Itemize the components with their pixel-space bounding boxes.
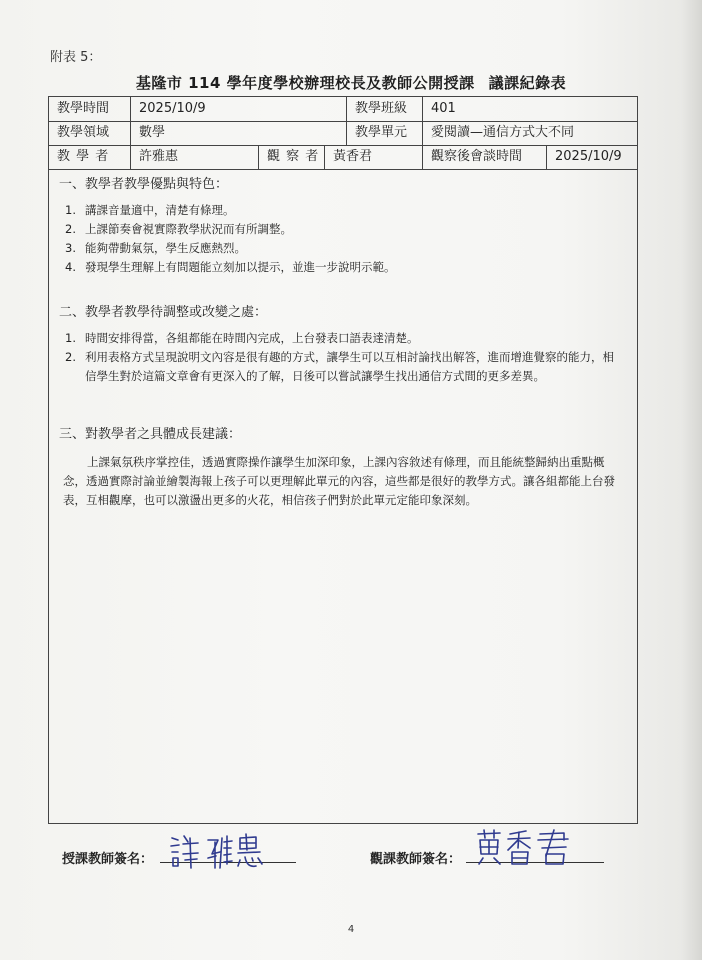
teacher-signature-label: 授課教師簽名：: [62, 852, 154, 867]
form-title: [0, 72, 702, 93]
value-teaching-class: 401: [431, 101, 456, 116]
section-strengths-heading: 一、教學者教學優點與特色：: [59, 177, 229, 192]
label-teaching-domain: 教學領域: [49, 121, 131, 145]
section-suggestions-paragraph: 上課氣氛秩序掌控佳，透過實際操作讓學生加深印象，上課內容敘述有條理，而且能統整歸納出重點概念，透過實際討論並繪製海報上孩子可以更理解此單元的內容，這些都是很好的教學方式。讓各組都能上台發表，互相觀摩，也可以激盪出更多的火花，相信孩子們對於此單元定能印象深刻。: [63, 455, 615, 507]
value-observer: 黃香君: [325, 145, 423, 169]
list-item-text: 講課音量適中，清楚有條理。: [85, 203, 235, 217]
list-item-text: 能夠帶動氣氛，學生反應熱烈。: [85, 241, 246, 255]
label-teaching-class: 教學班級: [347, 97, 423, 121]
list-item-text: 時間安排得當，各組都能在時間內完成，上台發表口語表達清楚。: [85, 331, 419, 345]
list-item-number: 3.: [65, 241, 76, 255]
observer-signature: [474, 826, 584, 870]
label-teaching-unit: 教學單元: [347, 121, 423, 145]
list-item-text: 利用表格方式呈現說明文內容是很有趣的方式，讓學生可以互相討論找出解答，進而增進覺察的能力，相信學生對於這篇文章會有更深入的了解，日後可以嘗試讓學生找出通信方式間的更多差異。: [85, 350, 614, 383]
teacher-signature: [168, 828, 278, 872]
list-item-text: 發現學生理解上有問題能立刻加以提示，並進一步說明示範。: [85, 260, 396, 274]
section-suggestions-heading: 三、對教學者之具體成長建議：: [59, 427, 242, 442]
list-item-number: 1.: [65, 331, 76, 345]
list-item: [65, 239, 625, 258]
list-item: [65, 348, 625, 386]
appendix-label: 附表 5：: [50, 50, 102, 65]
label-discussion-time: 觀察後會談時間: [423, 145, 547, 169]
page-number: 4: [347, 924, 355, 935]
list-item-number: 2.: [65, 350, 76, 364]
value-discussion-time: 2025/10/9: [555, 149, 622, 164]
section-improvements-list: [65, 329, 625, 386]
list-item-number: 4.: [65, 260, 76, 274]
list-item: [65, 201, 625, 220]
observer-signature-label: 觀課教師簽名：: [370, 852, 462, 867]
section-strengths-list: [65, 201, 625, 277]
value-teacher: 許雅惠: [131, 145, 259, 169]
label-teacher: 教 學 者: [49, 145, 131, 169]
info-row-3: [49, 145, 637, 170]
info-row-1: [49, 97, 637, 122]
list-item-number: 1.: [65, 203, 76, 217]
list-item: [65, 329, 625, 348]
record-form: [48, 96, 638, 824]
value-teaching-unit: 愛閱讀—通信方式大不同: [431, 125, 575, 140]
list-item-text: 上課節奏會視實際教學狀況而有所調整。: [85, 222, 292, 236]
value-teaching-domain: 數學: [131, 121, 347, 145]
label-teaching-time: 教學時間: [49, 97, 131, 121]
form-title-main: 基隆市 114 學年度學校辦理校長及教師公開授課: [135, 74, 475, 92]
list-item: [65, 258, 625, 277]
info-row-2: [49, 121, 637, 146]
list-item: [65, 220, 625, 239]
label-observer: 觀 察 者: [259, 145, 325, 169]
form-title-sub: 議課紀錄表: [488, 74, 567, 92]
value-teaching-time: 2025/10/9: [131, 97, 347, 121]
list-item-number: 2.: [65, 222, 76, 236]
section-improvements-heading: 二、教學者教學待調整或改變之處：: [59, 305, 268, 320]
